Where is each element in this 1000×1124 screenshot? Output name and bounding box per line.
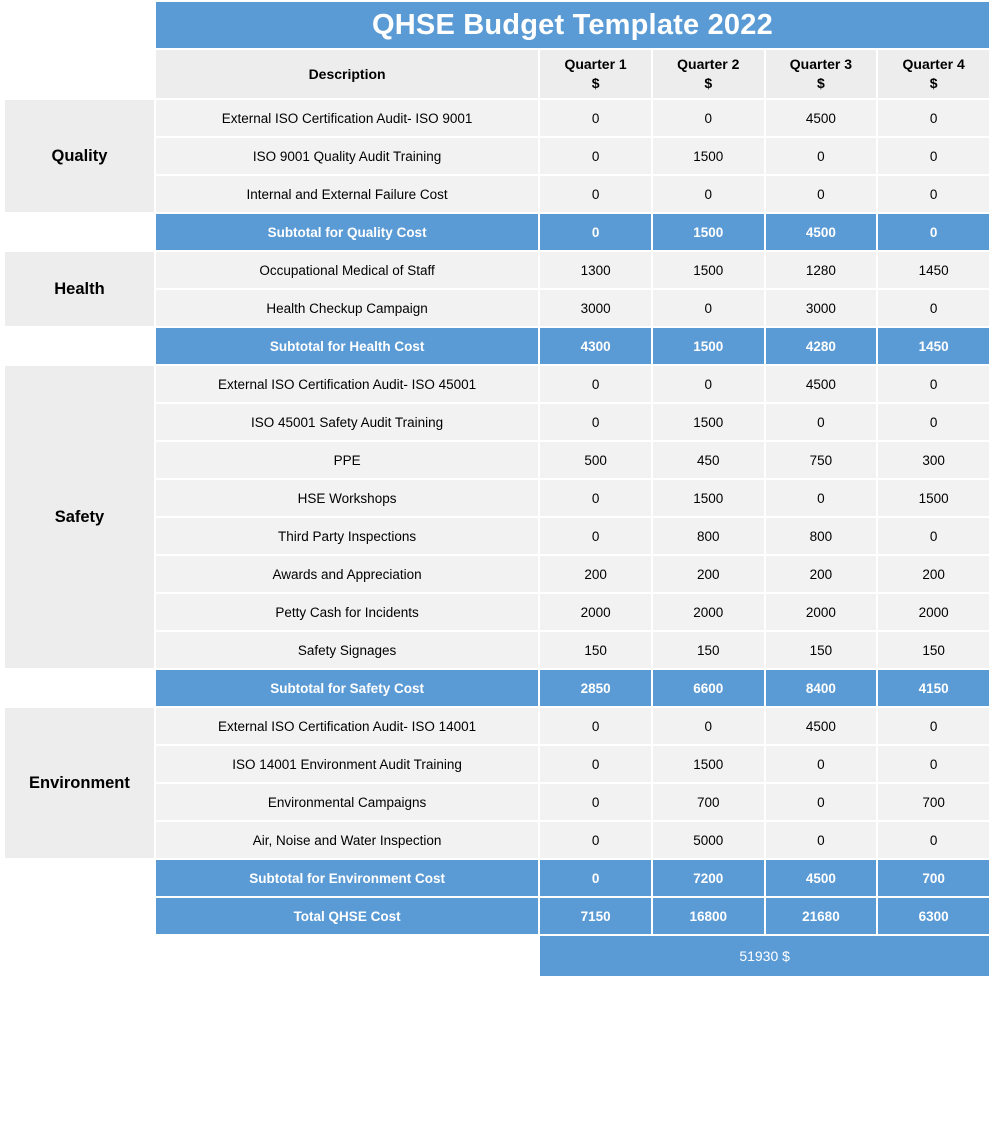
document-title: QHSE Budget Template 2022 <box>156 2 989 48</box>
spacer-cell <box>5 898 154 934</box>
subtotal-label: Subtotal for Health Cost <box>156 328 538 364</box>
row-value-q1: 500 <box>540 442 651 478</box>
row-value-q1: 0 <box>540 784 651 820</box>
row-value-q2: 1500 <box>653 746 764 782</box>
row-value-q4: 0 <box>878 366 989 402</box>
row-value-q2: 1500 <box>653 404 764 440</box>
row-value-q4: 200 <box>878 556 989 592</box>
spacer-cell <box>156 936 538 976</box>
row-value-q1: 0 <box>540 176 651 212</box>
row-value-q1: 0 <box>540 480 651 516</box>
quarter-4-label: Quarter 4 <box>902 56 965 73</box>
total-value-q3: 21680 <box>766 898 877 934</box>
row-value-q2: 0 <box>653 366 764 402</box>
subtotal-row-safety <box>5 670 989 706</box>
column-header-quarter-2 <box>653 50 764 98</box>
subtotal-label: Subtotal for Safety Cost <box>156 670 538 706</box>
currency-symbol: $ <box>817 75 825 91</box>
row-description: ISO 14001 Environment Audit Training <box>156 746 538 782</box>
subtotal-row-environment <box>5 860 989 896</box>
row-value-q4: 0 <box>878 404 989 440</box>
spacer-cell <box>5 328 154 364</box>
row-value-q3: 3000 <box>766 290 877 326</box>
row-value-q1: 150 <box>540 632 651 668</box>
row-value-q2: 1500 <box>653 252 764 288</box>
row-value-q4: 0 <box>878 100 989 136</box>
row-description: Occupational Medical of Staff <box>156 252 538 288</box>
row-description: External ISO Certification Audit- ISO 14001 <box>156 708 538 744</box>
row-value-q2: 5000 <box>653 822 764 858</box>
budget-table <box>3 0 991 978</box>
subtotal-label: Subtotal for Environment Cost <box>156 860 538 896</box>
row-value-q4: 0 <box>878 518 989 554</box>
total-row <box>5 898 989 934</box>
spacer-cell <box>5 936 154 976</box>
row-description: Awards and Appreciation <box>156 556 538 592</box>
spacer-cell <box>5 214 154 250</box>
row-value-q2: 0 <box>653 100 764 136</box>
subtotal-value-q2: 6600 <box>653 670 764 706</box>
total-value-q1: 7150 <box>540 898 651 934</box>
total-value-q4: 6300 <box>878 898 989 934</box>
currency-symbol: $ <box>929 75 938 91</box>
spacer-cell <box>5 670 154 706</box>
row-value-q3: 750 <box>766 442 877 478</box>
table-row <box>5 100 989 136</box>
row-description: ISO 45001 Safety Audit Training <box>156 404 538 440</box>
subtotal-value-q1: 0 <box>540 214 651 250</box>
row-value-q2: 0 <box>653 290 764 326</box>
row-value-q3: 0 <box>766 822 877 858</box>
quarter-3-label: Quarter 3 <box>789 56 853 73</box>
row-value-q2: 450 <box>653 442 764 478</box>
row-value-q2: 700 <box>653 784 764 820</box>
table-row <box>5 252 989 288</box>
subtotal-value-q2: 1500 <box>653 214 764 250</box>
row-description: Safety Signages <box>156 632 538 668</box>
total-label: Total QHSE Cost <box>156 898 538 934</box>
row-value-q1: 0 <box>540 138 651 174</box>
row-description: External ISO Certification Audit- ISO 9001 <box>156 100 538 136</box>
row-value-q2: 1500 <box>653 480 764 516</box>
subtotal-row-health <box>5 328 989 364</box>
row-value-q1: 0 <box>540 518 651 554</box>
row-description: ISO 9001 Quality Audit Training <box>156 138 538 174</box>
row-value-q3: 0 <box>766 784 877 820</box>
column-header-description: Description <box>156 50 538 98</box>
row-value-q1: 0 <box>540 100 651 136</box>
row-description: Air, Noise and Water Inspection <box>156 822 538 858</box>
spacer-cell <box>5 860 154 896</box>
row-value-q4: 700 <box>878 784 989 820</box>
row-value-q1: 0 <box>540 822 651 858</box>
row-value-q3: 1280 <box>766 252 877 288</box>
subtotal-value-q4: 4150 <box>878 670 989 706</box>
row-description: Health Checkup Campaign <box>156 290 538 326</box>
grand-total-row <box>5 936 989 976</box>
row-value-q3: 150 <box>766 632 877 668</box>
row-value-q3: 0 <box>766 176 877 212</box>
subtotal-value-q3: 4500 <box>766 860 877 896</box>
row-value-q3: 0 <box>766 138 877 174</box>
row-value-q3: 4500 <box>766 100 877 136</box>
subtotal-value-q4: 1450 <box>878 328 989 364</box>
row-value-q2: 0 <box>653 176 764 212</box>
row-value-q4: 0 <box>878 138 989 174</box>
row-description: Internal and External Failure Cost <box>156 176 538 212</box>
subtotal-value-q1: 2850 <box>540 670 651 706</box>
row-description: Environmental Campaigns <box>156 784 538 820</box>
spacer-cell <box>5 2 154 48</box>
subtotal-value-q4: 0 <box>878 214 989 250</box>
row-description: Third Party Inspections <box>156 518 538 554</box>
group-label-environment: Environment <box>5 708 154 858</box>
group-label-safety: Safety <box>5 366 154 668</box>
subtotal-value-q2: 7200 <box>653 860 764 896</box>
column-header-quarter-3 <box>766 50 877 98</box>
grand-total-value: 51930 $ <box>540 936 989 976</box>
total-value-q2: 16800 <box>653 898 764 934</box>
table-row <box>5 708 989 744</box>
quarter-1-label: Quarter 1 <box>564 56 627 73</box>
subtotal-value-q3: 8400 <box>766 670 877 706</box>
row-value-q1: 0 <box>540 404 651 440</box>
subtotal-value-q1: 4300 <box>540 328 651 364</box>
row-value-q2: 150 <box>653 632 764 668</box>
row-value-q4: 0 <box>878 822 989 858</box>
row-value-q3: 200 <box>766 556 877 592</box>
row-value-q2: 200 <box>653 556 764 592</box>
row-description: Petty Cash for Incidents <box>156 594 538 630</box>
row-value-q4: 0 <box>878 708 989 744</box>
row-value-q1: 0 <box>540 366 651 402</box>
subtotal-value-q3: 4500 <box>766 214 877 250</box>
title-row <box>5 2 989 48</box>
currency-symbol: $ <box>704 75 713 91</box>
table-row <box>5 366 989 402</box>
subtotal-value-q3: 4280 <box>766 328 877 364</box>
subtotal-value-q1: 0 <box>540 860 651 896</box>
row-value-q3: 4500 <box>766 708 877 744</box>
row-value-q1: 200 <box>540 556 651 592</box>
row-value-q2: 0 <box>653 708 764 744</box>
subtotal-label: Subtotal for Quality Cost <box>156 214 538 250</box>
row-value-q4: 150 <box>878 632 989 668</box>
column-header-quarter-4 <box>878 50 989 98</box>
currency-symbol: $ <box>591 75 600 91</box>
row-value-q1: 2000 <box>540 594 651 630</box>
row-value-q3: 0 <box>766 404 877 440</box>
group-label-quality: Quality <box>5 100 154 212</box>
row-value-q4: 0 <box>878 290 989 326</box>
row-description: External ISO Certification Audit- ISO 45001 <box>156 366 538 402</box>
row-value-q4: 1500 <box>878 480 989 516</box>
column-header-quarter-1 <box>540 50 651 98</box>
subtotal-row-quality <box>5 214 989 250</box>
row-value-q2: 1500 <box>653 138 764 174</box>
row-value-q1: 3000 <box>540 290 651 326</box>
header-row <box>5 50 989 98</box>
row-value-q4: 0 <box>878 746 989 782</box>
group-label-health: Health <box>5 252 154 326</box>
row-value-q4: 2000 <box>878 594 989 630</box>
row-value-q1: 1300 <box>540 252 651 288</box>
row-value-q3: 2000 <box>766 594 877 630</box>
row-value-q3: 800 <box>766 518 877 554</box>
row-value-q4: 0 <box>878 176 989 212</box>
row-value-q3: 4500 <box>766 366 877 402</box>
subtotal-value-q4: 700 <box>878 860 989 896</box>
row-description: HSE Workshops <box>156 480 538 516</box>
row-value-q1: 0 <box>540 708 651 744</box>
row-description: PPE <box>156 442 538 478</box>
row-value-q1: 0 <box>540 746 651 782</box>
row-value-q4: 300 <box>878 442 989 478</box>
row-value-q3: 0 <box>766 480 877 516</box>
spacer-cell <box>5 50 154 98</box>
row-value-q4: 1450 <box>878 252 989 288</box>
subtotal-value-q2: 1500 <box>653 328 764 364</box>
row-value-q2: 2000 <box>653 594 764 630</box>
row-value-q3: 0 <box>766 746 877 782</box>
quarter-2-label: Quarter 2 <box>677 56 740 73</box>
row-value-q2: 800 <box>653 518 764 554</box>
